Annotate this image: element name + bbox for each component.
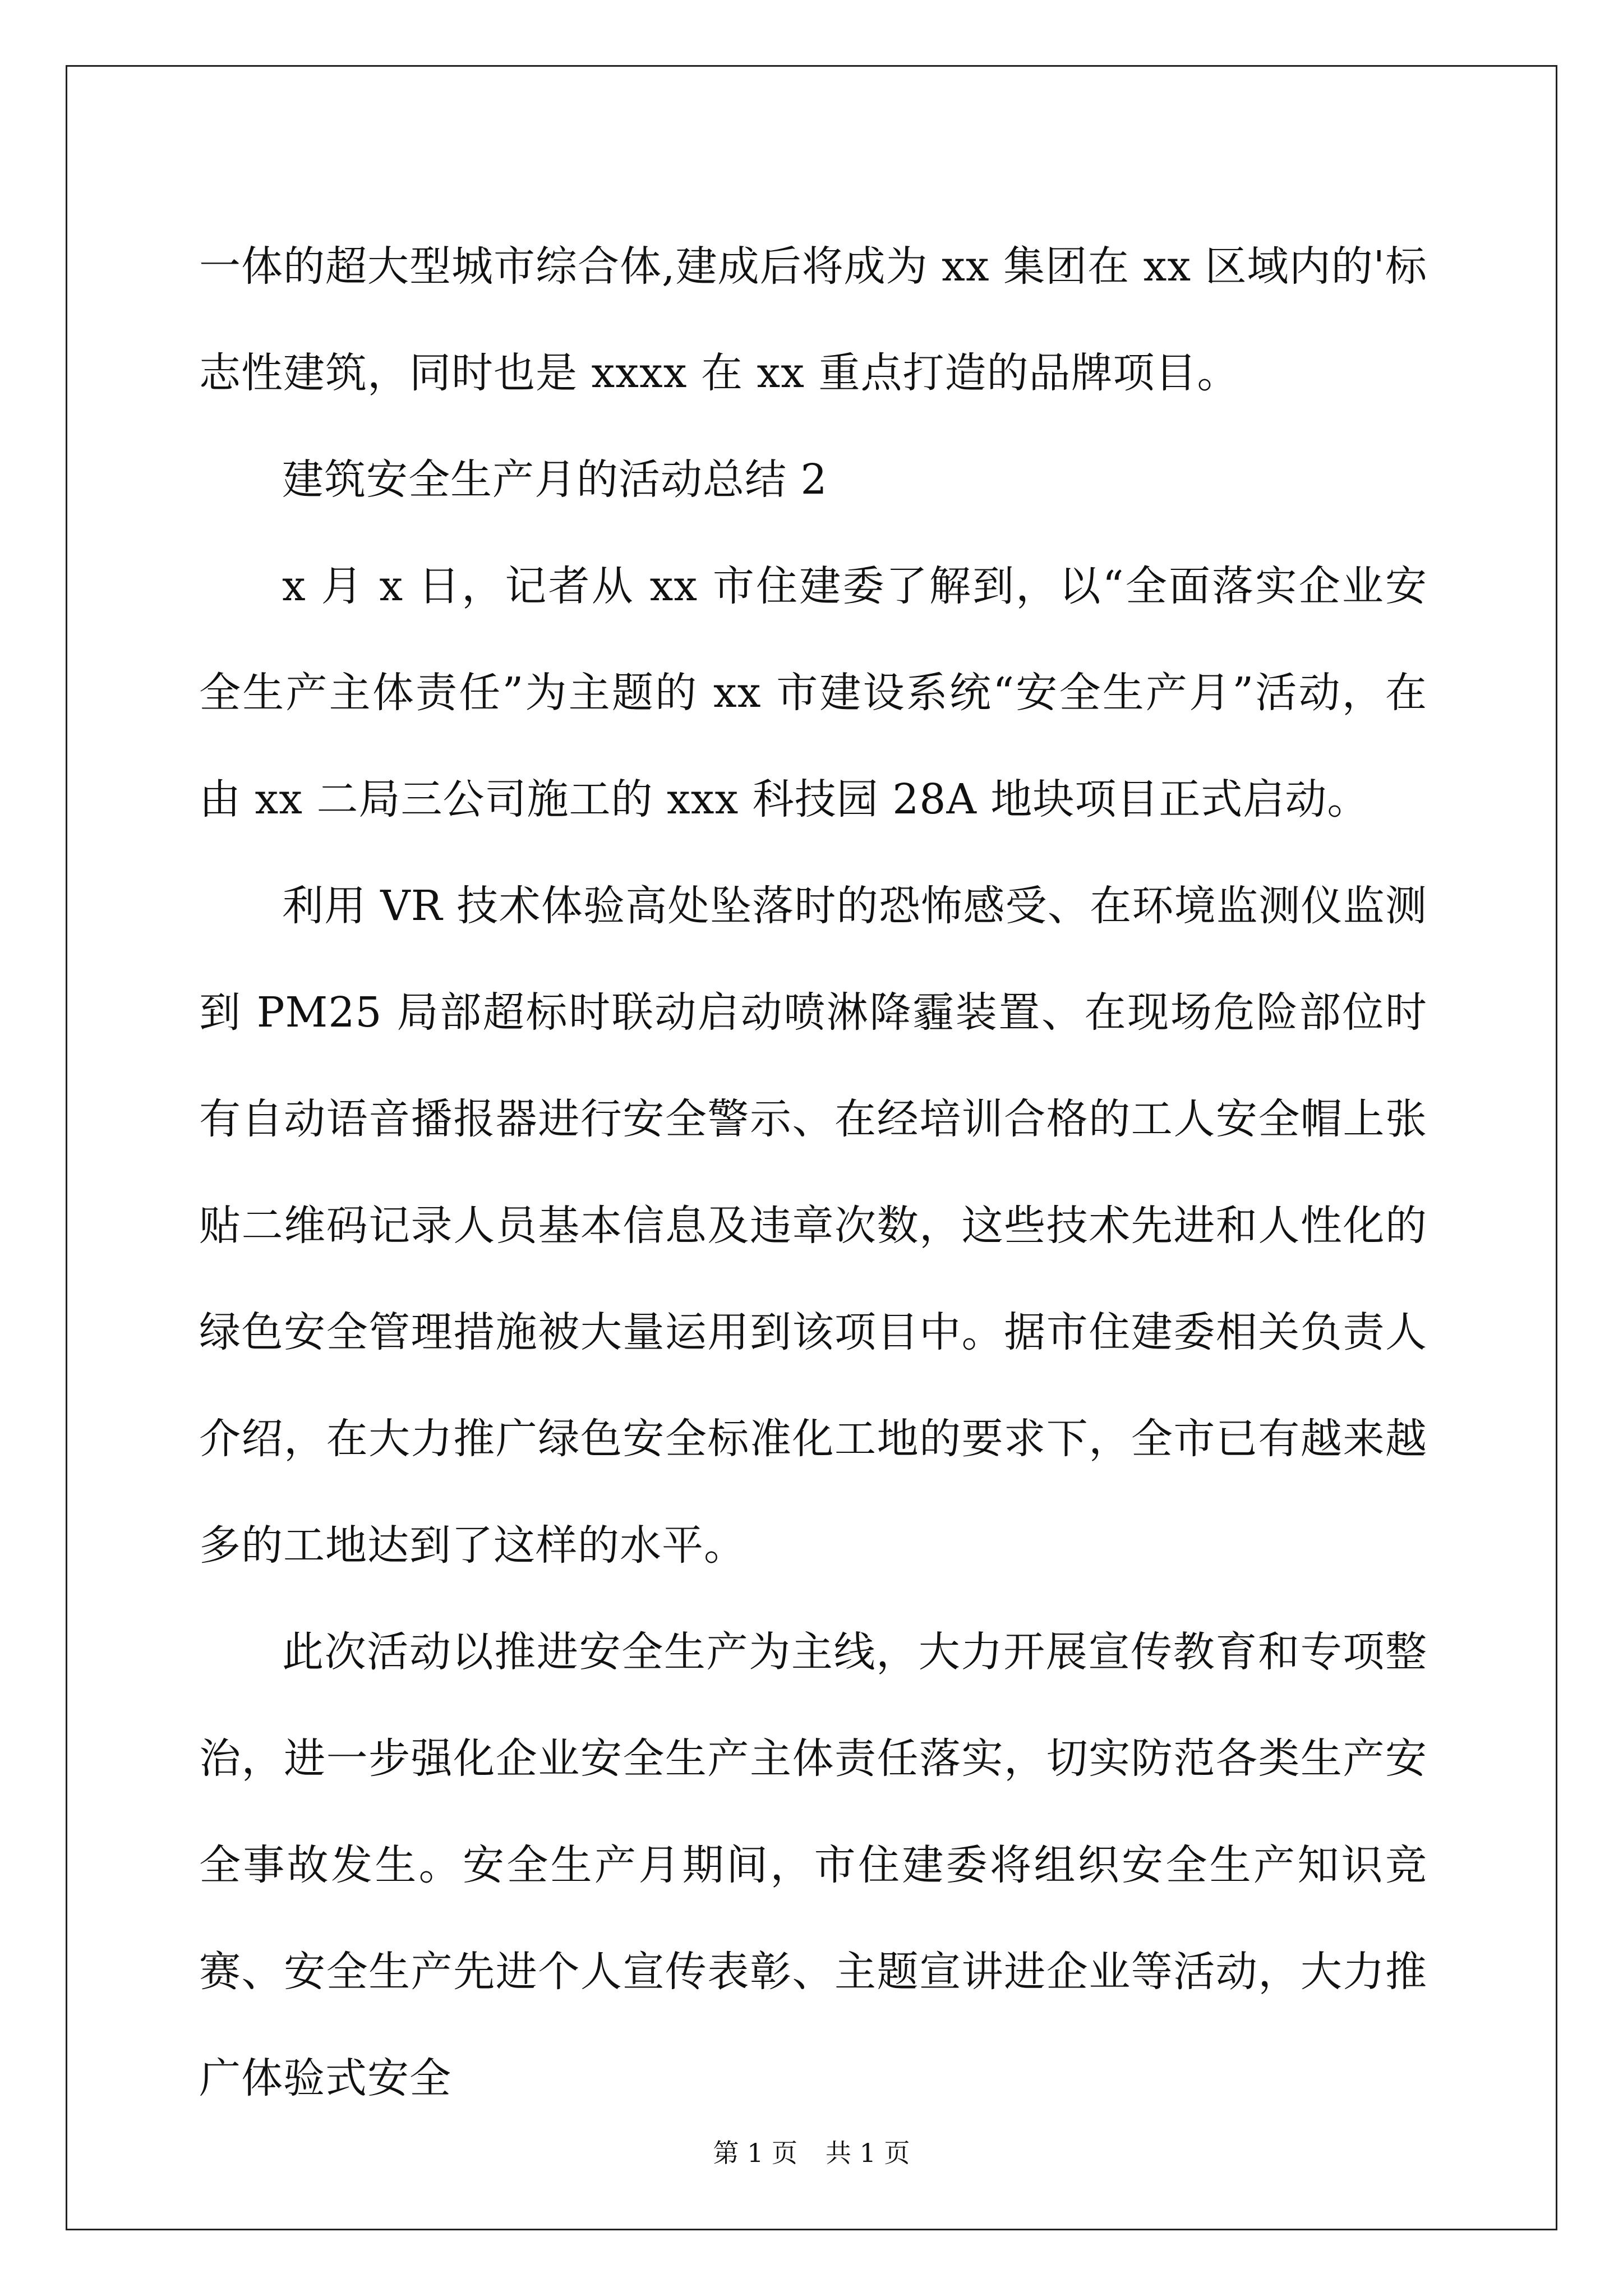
paragraph-4: 此次活动以推进安全生产为主线，大力开展宣传教育和专项整治，进一步强化企业安全生产主体责任落实，切实防范各类生产安全事故发生。安全生产月期间，市住建委将组织安全生产知识竞赛、安全生产先进个人宣传表彰、主题宣讲进企业等活动，大力推广体验式安全 [199, 1628, 1427, 2102]
section-heading: 建筑安全生产月的活动总结 2 [282, 455, 828, 504]
paragraph-1: 一体的超大型城市综合体,建成后将成为 xx 集团在 xx 区域内的'标志性建筑，同时也是 xxxx 在 xx 重点打造的品牌项目。 [199, 242, 1427, 397]
paragraph-2: x 月 x 日，记者从 xx 市住建委了解到，以“全面落实企业安全生产主体责任”为主题的 xx 市建设系统“安全生产月”活动，在由 xx 二局三公司施工的 xxx 科技园 28A 地块项目正式启动。 [199, 562, 1427, 823]
page-footer [0, 2136, 1623, 2170]
page-total: 共 1 页 [826, 2138, 910, 2168]
page-number: 第 1 页 [713, 2138, 797, 2168]
paragraph-3: 利用 VR 技术体验高处坠落时的恐怖感受、在环境监测仪监测到 PM25 局部超标时联动启动喷淋降霾装置、在现场危险部位时有自动语音播报器进行安全警示、在经培训合格的工人安全帽上张贴二维码记录人员基本信息及违章次数，这些技术先进和人性化的绿色安全管理措施被大量运用到该项目中。据市住建委相关负责人介绍，在大力推广绿色安全标准化工地的要求下，全市已有越来越多的工地达到了这样的水平。 [199, 882, 1427, 1570]
document-body [199, 213, 1427, 2132]
